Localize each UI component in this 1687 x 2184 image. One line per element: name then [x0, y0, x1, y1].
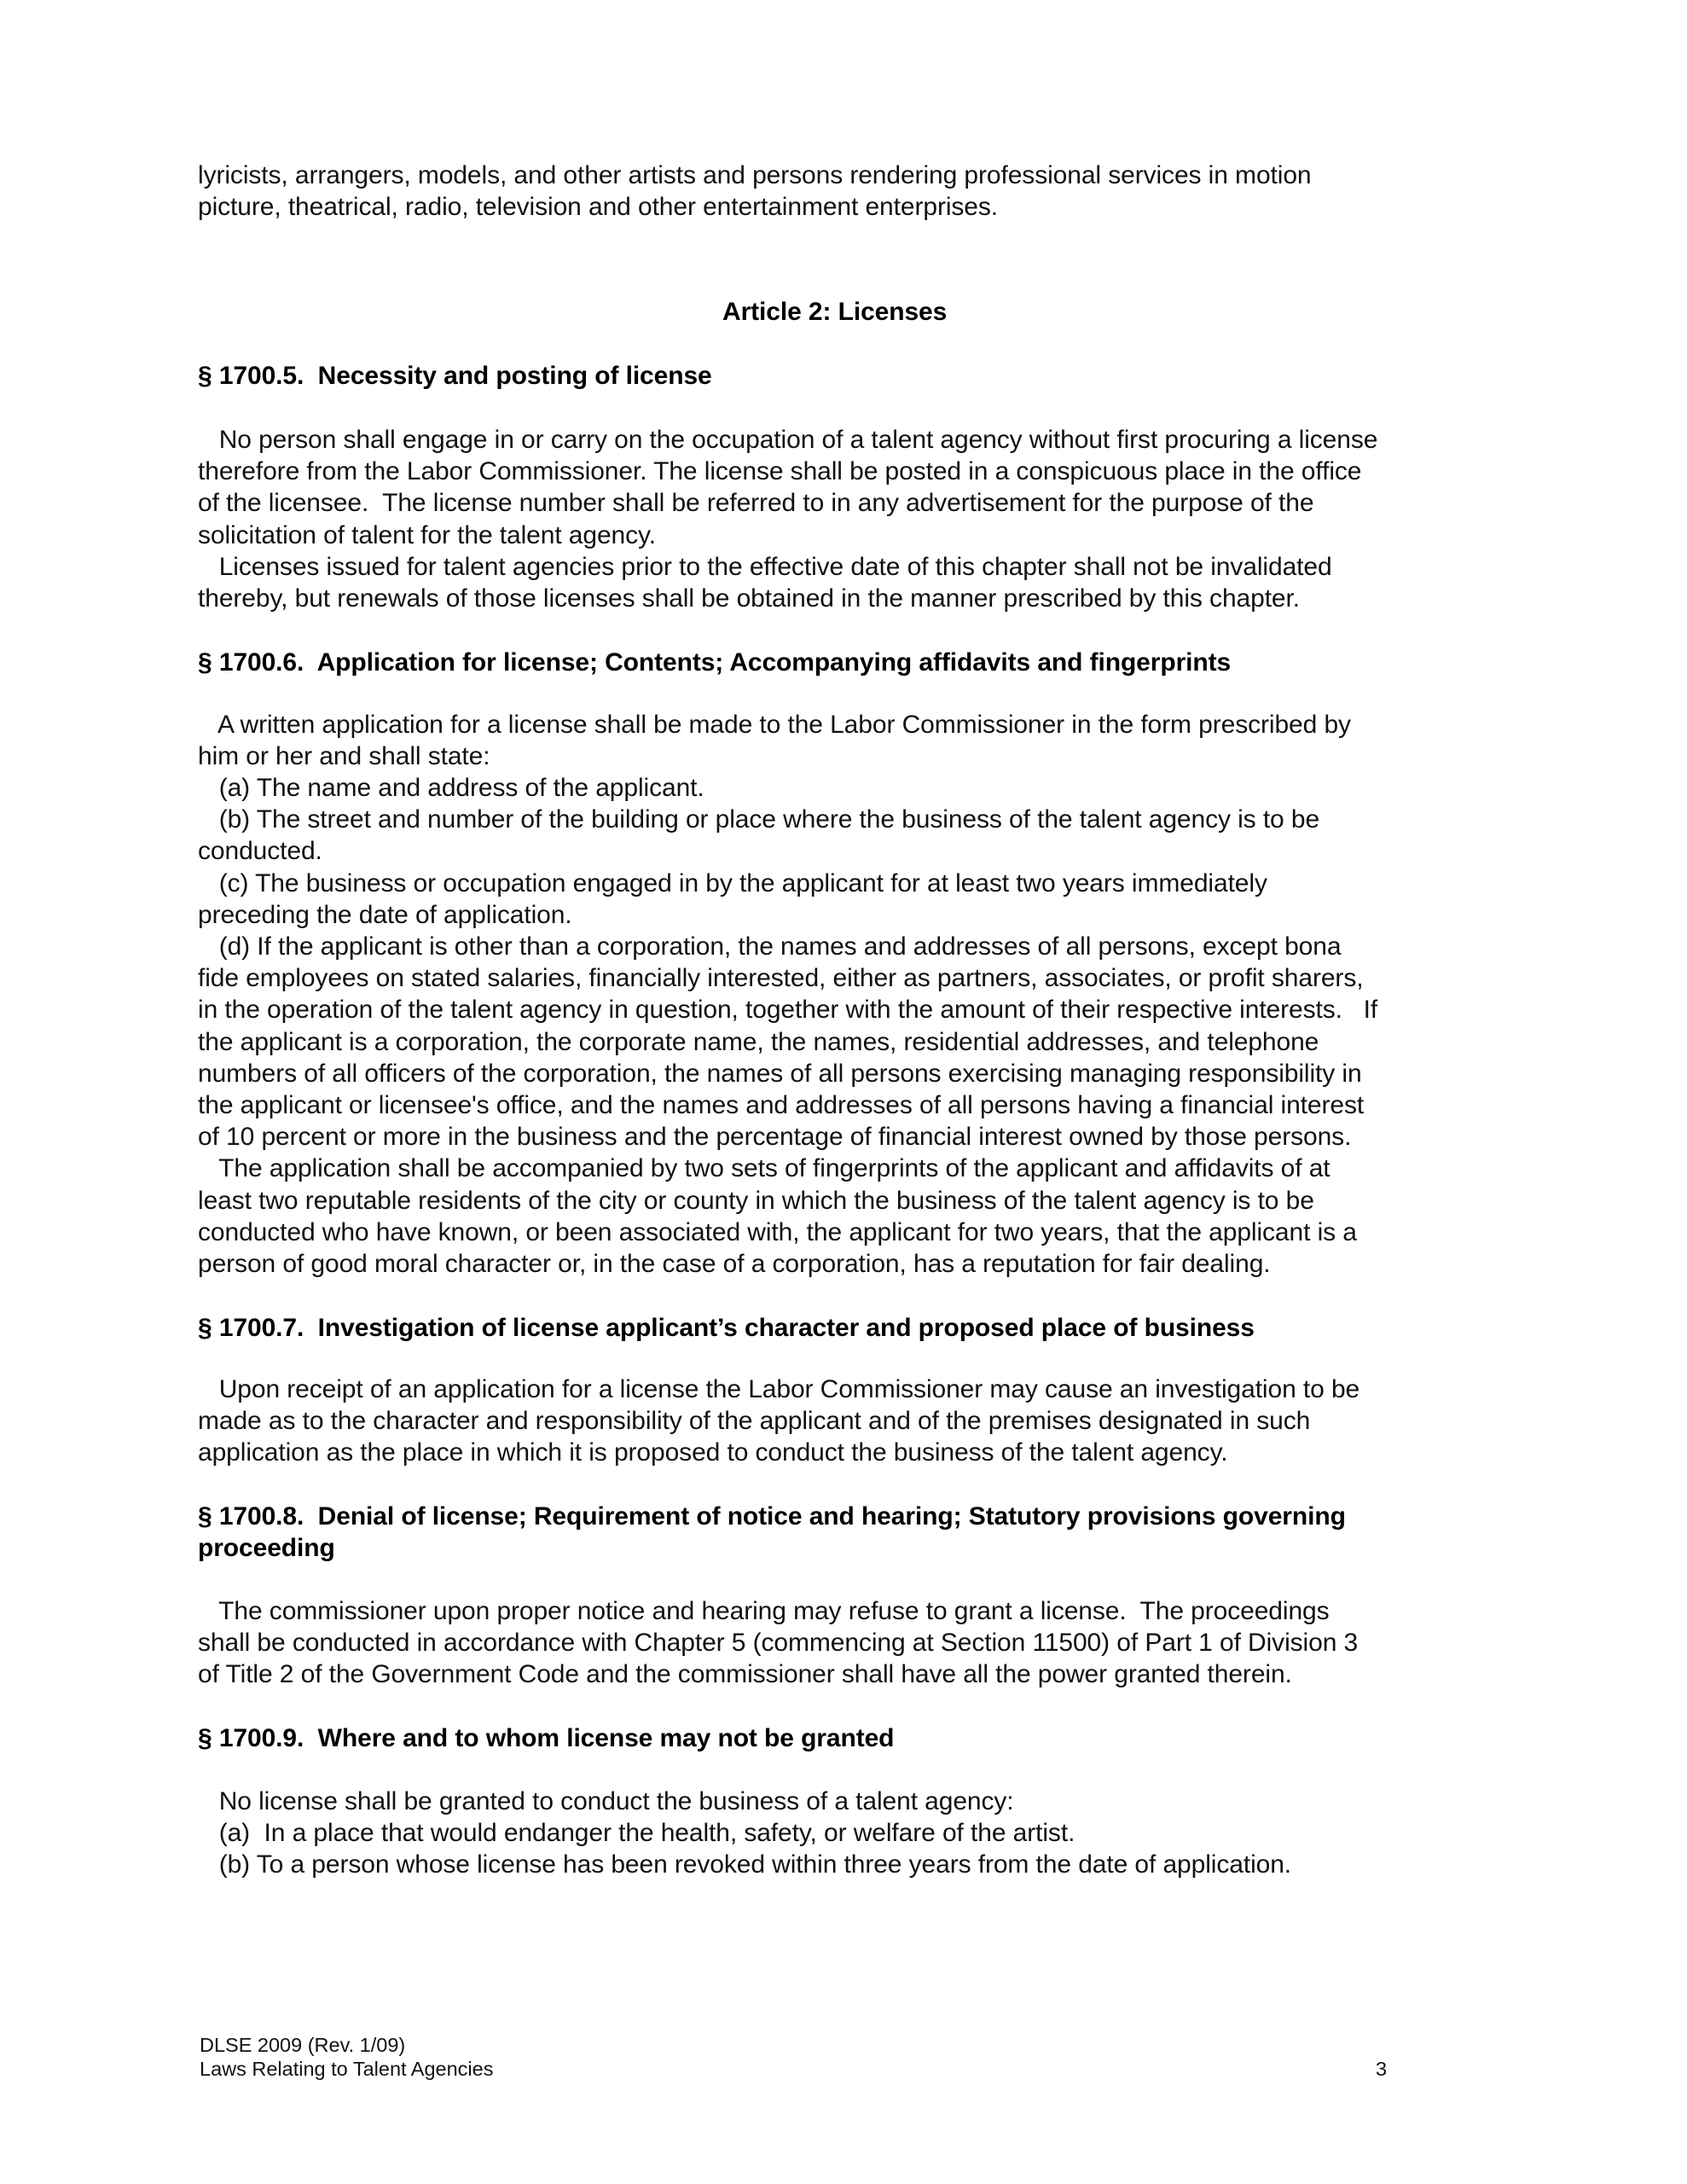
text-line: (b) To a person whose license has been revoked within three years from the date of application. — [198, 1850, 1292, 1879]
text-line: of Title 2 of the Government Code and the commissioner shall have all the power granted therein. — [198, 1660, 1292, 1688]
text-line: shall be conducted in accordance with Chapter 5 (commencing at Section 11500) of Part 1 of Division 3 — [198, 1629, 1359, 1657]
article-heading: Article 2: Licenses — [722, 298, 948, 326]
text-line: No person shall engage in or carry on the occupation of a talent agency without first procuring a license — [198, 426, 1378, 454]
section-heading-continued: proceeding — [198, 1534, 335, 1562]
text-line: conducted. — [198, 837, 322, 865]
footer-title: Laws Relating to Talent Agencies — [200, 2058, 494, 2080]
text-line: of 10 percent or more in the business and the percentage of financial interest owned by those persons. — [198, 1123, 1352, 1151]
footer-revision: DLSE 2009 (Rev. 1/09) — [200, 2034, 406, 2056]
text-line: numbers of all officers of the corporation, the names of all persons exercising managing responsibility in — [198, 1060, 1362, 1088]
text-line: solicitation of talent for the talent agency. — [198, 521, 656, 549]
text-line: of the licensee. The license number shall be referred to in any advertisement for the purpose of the — [198, 489, 1314, 517]
text-line: A written application for a license shall be made to the Labor Commissioner in the form prescribed by — [198, 711, 1351, 739]
text-line: least two reputable residents of the city or county in which the business of the talent agency is to be — [198, 1187, 1314, 1215]
text-line: (a) In a place that would endanger the health, safety, or welfare of the artist. — [198, 1819, 1075, 1847]
text-line: in the operation of the talent agency in question, together with the amount of their respective interests. If — [198, 996, 1378, 1024]
text-line: therefore from the Labor Commissioner. The license shall be posted in a conspicuous place in the office — [198, 457, 1362, 485]
text-line: person of good moral character or, in the case of a corporation, has a reputation for fair dealing. — [198, 1250, 1271, 1278]
section-heading: § 1700.5. Necessity and posting of license — [198, 362, 712, 390]
text-line: (a) The name and address of the applicant. — [198, 774, 704, 802]
text-line: the applicant or licensee's office, and the names and addresses of all persons having a financial interest — [198, 1091, 1365, 1119]
text-line: fide employees on stated salaries, financially interested, either as partners, associates, or profit sharers, — [198, 964, 1364, 992]
text-line: Upon receipt of an application for a license the Labor Commissioner may cause an investigation to be — [198, 1375, 1360, 1403]
text-line: (d) If the applicant is other than a corporation, the names and addresses of all persons, except bona — [198, 932, 1342, 961]
section-heading: § 1700.9. Where and to whom license may not be granted — [198, 1724, 895, 1752]
text-line: the applicant is a corporation, the corporate name, the names, residential addresses, and telephone — [198, 1028, 1319, 1056]
section-heading: § 1700.8. Denial of license; Requirement of notice and hearing; Statutory provisions governing — [198, 1502, 1346, 1531]
text-line: (b) The street and number of the building or place where the business of the talent agency is to be — [198, 805, 1320, 834]
text-line: made as to the character and responsibility of the applicant and of the premises designated in such — [198, 1407, 1311, 1435]
text-line: picture, theatrical, radio, television and other entertainment enterprises. — [198, 193, 999, 221]
text-line: No license shall be granted to conduct the business of a talent agency: — [198, 1787, 1014, 1815]
section-heading: § 1700.6. Application for license; Contents; Accompanying affidavits and fingerprints — [198, 648, 1232, 677]
text-line: Licenses issued for talent agencies prior to the effective date of this chapter shall not be invalidated — [198, 553, 1332, 581]
text-line: thereby, but renewals of those licenses shall be obtained in the manner prescribed by this chapter. — [198, 584, 1300, 613]
text-line: him or her and shall state: — [198, 742, 490, 770]
section-heading: § 1700.7. Investigation of license applicant’s character and proposed place of business — [198, 1314, 1255, 1342]
text-line: conducted who have known, or been associated with, the applicant for two years, that the applicant is a — [198, 1218, 1357, 1246]
text-line: preceding the date of application. — [198, 901, 572, 929]
text-line: (c) The business or occupation engaged in by the applicant for at least two years immediately — [198, 869, 1267, 897]
text-line: The commissioner upon proper notice and hearing may refuse to grant a license. The proceedings — [198, 1597, 1330, 1625]
page-number: 3 — [1376, 2058, 1388, 2080]
text-line: lyricists, arrangers, models, and other artists and persons rendering professional services in motion — [198, 161, 1312, 189]
text-line: The application shall be accompanied by two sets of fingerprints of the applicant and affidavits of at — [198, 1154, 1330, 1182]
text-line: application as the place in which it is proposed to conduct the business of the talent agency. — [198, 1438, 1228, 1467]
